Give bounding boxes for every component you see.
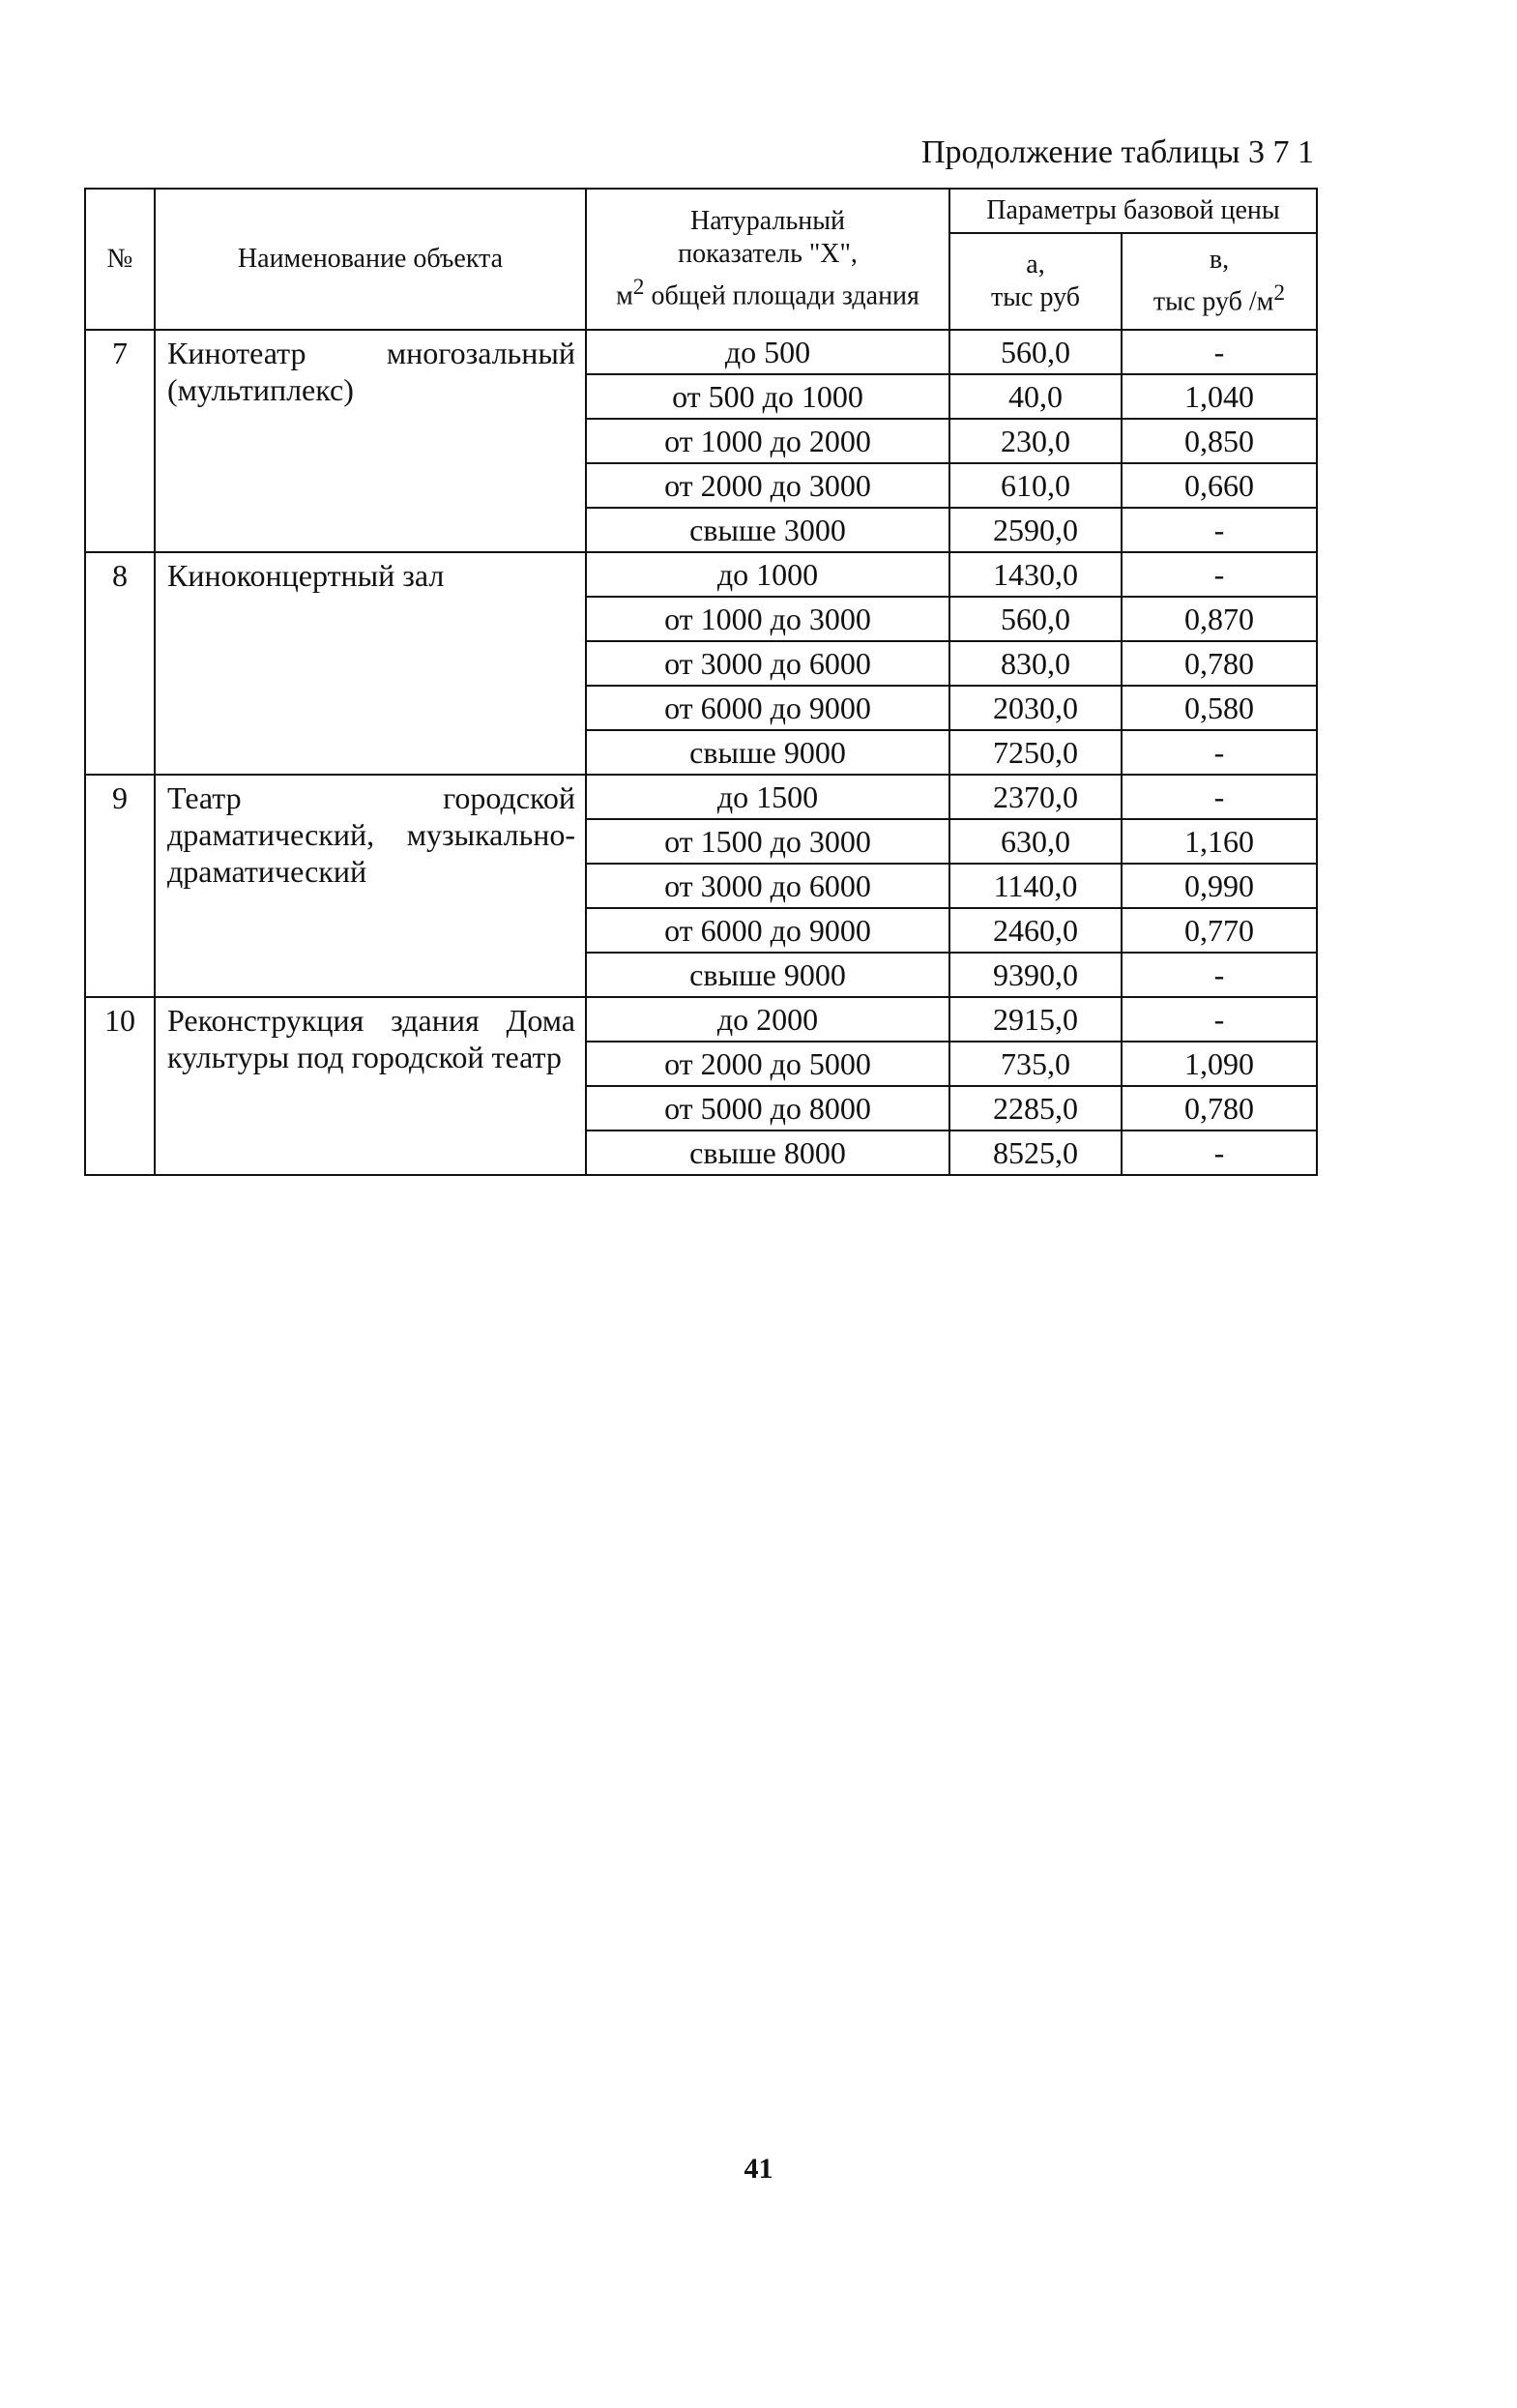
param-b-cell: 0,870 bbox=[1122, 597, 1317, 641]
param-b-cell: - bbox=[1122, 552, 1317, 597]
header-b-sup: 2 bbox=[1273, 280, 1286, 307]
header-a-line2: тыс руб bbox=[991, 282, 1080, 312]
param-a-cell: 9390,0 bbox=[949, 953, 1122, 997]
object-number: 9 bbox=[85, 775, 155, 997]
param-b-cell: - bbox=[1122, 953, 1317, 997]
table-row bbox=[85, 775, 1317, 819]
header-b bbox=[1122, 233, 1317, 330]
range-cell: свыше 8000 bbox=[586, 1131, 949, 1175]
param-a-cell: 7250,0 bbox=[949, 730, 1122, 775]
param-a-cell: 230,0 bbox=[949, 419, 1122, 463]
range-cell: от 6000 до 9000 bbox=[586, 686, 949, 730]
param-a-cell: 630,0 bbox=[949, 819, 1122, 864]
table-row bbox=[85, 330, 1317, 374]
param-b-cell: - bbox=[1122, 997, 1317, 1042]
range-cell: от 500 до 1000 bbox=[586, 374, 949, 419]
header-indicator bbox=[586, 189, 949, 330]
param-b-cell: - bbox=[1122, 508, 1317, 552]
param-b-cell: 1,160 bbox=[1122, 819, 1317, 864]
page-number: 41 bbox=[744, 2153, 773, 2185]
param-b-cell: - bbox=[1122, 730, 1317, 775]
header-a bbox=[949, 233, 1122, 330]
object-name: Кинотеатр многозальный (мультиплекс) bbox=[155, 330, 586, 552]
table-body bbox=[85, 330, 1317, 1175]
header-indicator-line2: показатель "X", bbox=[678, 239, 858, 270]
header-no: № bbox=[85, 189, 155, 330]
range-cell: до 500 bbox=[586, 330, 949, 374]
range-cell: до 1500 bbox=[586, 775, 949, 819]
range-cell: свыше 9000 bbox=[586, 730, 949, 775]
range-cell: от 2000 до 5000 bbox=[586, 1042, 949, 1086]
table-header bbox=[85, 189, 1317, 330]
param-a-cell: 40,0 bbox=[949, 374, 1122, 419]
param-b-cell: - bbox=[1122, 775, 1317, 819]
param-a-cell: 2460,0 bbox=[949, 908, 1122, 953]
param-a-cell: 2285,0 bbox=[949, 1086, 1122, 1131]
range-cell: от 3000 до 6000 bbox=[586, 864, 949, 908]
table-caption: Продолжение таблицы 3 7 1 bbox=[920, 134, 1314, 170]
header-b-line1: в, bbox=[1209, 245, 1230, 276]
range-cell: от 5000 до 8000 bbox=[586, 1086, 949, 1131]
range-cell: от 6000 до 9000 bbox=[586, 908, 949, 953]
header-indicator-unit-sup: 2 bbox=[632, 275, 645, 301]
header-indicator-line1: Натуральный bbox=[690, 206, 845, 237]
param-a-cell: 560,0 bbox=[949, 597, 1122, 641]
range-cell: от 1000 до 2000 bbox=[586, 419, 949, 463]
param-a-cell: 2030,0 bbox=[949, 686, 1122, 730]
param-b-cell: - bbox=[1122, 1131, 1317, 1175]
param-a-cell: 8525,0 bbox=[949, 1131, 1122, 1175]
param-a-cell: 735,0 bbox=[949, 1042, 1122, 1086]
table-row bbox=[85, 997, 1317, 1042]
param-a-cell: 830,0 bbox=[949, 641, 1122, 686]
header-b-line2: тыс руб /м bbox=[1152, 286, 1274, 317]
object-number: 8 bbox=[85, 552, 155, 775]
range-cell: от 2000 до 3000 bbox=[586, 463, 949, 508]
range-cell: свыше 9000 bbox=[586, 953, 949, 997]
param-a-cell: 1140,0 bbox=[949, 864, 1122, 908]
header-params: Параметры базовой цены bbox=[949, 189, 1317, 233]
header-indicator-line3: общей площади здания bbox=[644, 280, 919, 311]
param-a-cell: 2590,0 bbox=[949, 508, 1122, 552]
param-b-cell: 0,990 bbox=[1122, 864, 1317, 908]
param-b-cell: 1,090 bbox=[1122, 1042, 1317, 1086]
object-number: 10 bbox=[85, 997, 155, 1175]
object-name: Реконструкция здания Дома культуры под городской театр bbox=[155, 997, 586, 1175]
header-a-line1: а, bbox=[1026, 250, 1045, 279]
param-a-cell: 2370,0 bbox=[949, 775, 1122, 819]
range-cell: свыше 3000 bbox=[586, 508, 949, 552]
param-a-cell: 560,0 bbox=[949, 330, 1122, 374]
range-cell: от 1000 до 3000 bbox=[586, 597, 949, 641]
param-a-cell: 1430,0 bbox=[949, 552, 1122, 597]
param-b-cell: 0,850 bbox=[1122, 419, 1317, 463]
param-b-cell: 0,580 bbox=[1122, 686, 1317, 730]
param-b-cell: 0,780 bbox=[1122, 1086, 1317, 1131]
object-name: Театр городской драматический, музыкально-драматический bbox=[155, 775, 586, 997]
header-name: Наименование объекта bbox=[155, 189, 586, 330]
param-a-cell: 2915,0 bbox=[949, 997, 1122, 1042]
object-name: Киноконцертный зал bbox=[155, 552, 586, 775]
range-cell: до 1000 bbox=[586, 552, 949, 597]
param-b-cell: 0,770 bbox=[1122, 908, 1317, 953]
range-cell: от 1500 до 3000 bbox=[586, 819, 949, 864]
param-b-cell: 1,040 bbox=[1122, 374, 1317, 419]
param-b-cell: 0,660 bbox=[1122, 463, 1317, 508]
range-cell: от 3000 до 6000 bbox=[586, 641, 949, 686]
param-b-cell: - bbox=[1122, 330, 1317, 374]
table-row bbox=[85, 552, 1317, 597]
param-b-cell: 0,780 bbox=[1122, 641, 1317, 686]
range-cell: до 2000 bbox=[586, 997, 949, 1042]
param-a-cell: 610,0 bbox=[949, 463, 1122, 508]
header-indicator-unit: м bbox=[616, 280, 633, 311]
price-table bbox=[84, 188, 1318, 1176]
object-number: 7 bbox=[85, 330, 155, 552]
